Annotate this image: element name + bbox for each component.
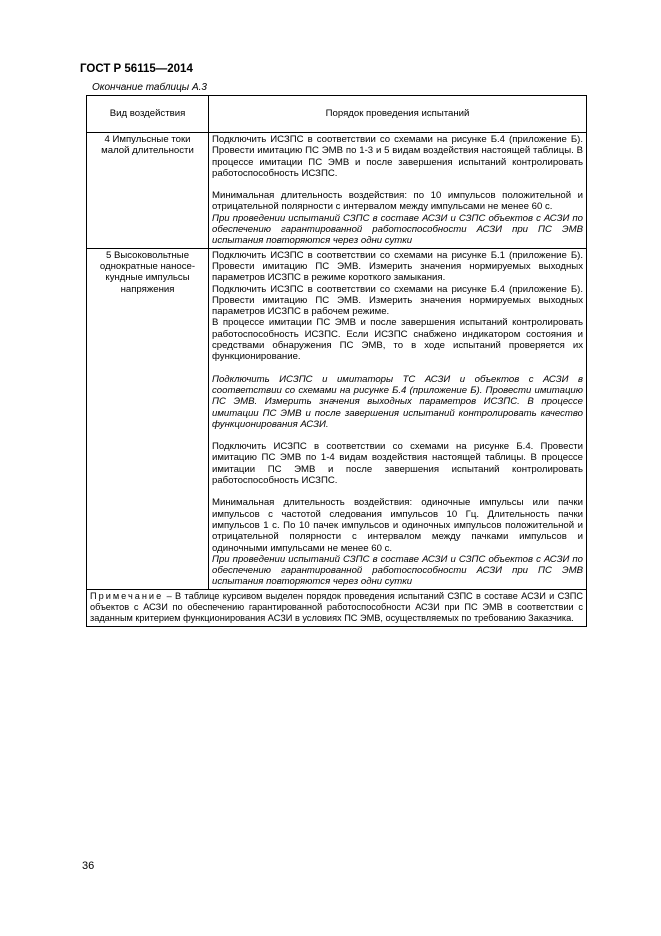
column-header-impact-type: Вид воздействия [87, 96, 209, 133]
impact-type-line: напряжения [120, 283, 175, 295]
procedure-paragraph: Подключить ИСЗПС в соответствии со схемами на рисунке Б.4. Провести имитацию ПС ЭМВ по 1-4 видам воздействия настоящей таблицы. В процессе имитации ПС ЭМВ и после завершения испытаний контролировать работоспособность ИСЗПС. [212, 441, 583, 487]
test-procedure-table [86, 95, 587, 627]
table-caption: Окончание таблицы А.3 [92, 82, 207, 93]
page-number: 36 [82, 860, 95, 872]
procedure-paragraph: Подключить ИСЗПС в соответствии со схемами на рисунке Б.1 (приложение Б). Провести имитацию ПС ЭМВ. Измерить значения нормируемых выходных параметров ИСЗПС в режиме короткого замыкания. [212, 249, 583, 284]
impact-type-cell [87, 133, 209, 249]
impact-type-line: малой длительности [101, 145, 194, 157]
impact-type-line: 5 Высоковольтные [105, 249, 190, 261]
impact-type-cell [87, 248, 209, 589]
procedure-paragraph-italic: При проведении испытаний СЗПС в составе АСЗИ и СЗПС объектов с АСЗИ по обеспечению гарантированной работоспособности АСЗИ при ПС ЭМВ испытания повторяются через одни сутки [212, 212, 583, 247]
procedure-cell [209, 248, 587, 589]
table-note [87, 589, 587, 626]
note-text: – В таблице курсивом выделен порядок проведения испытаний СЗПС в составе АСЗИ и СЗПС объектов с АСЗИ по обеспечению гарантированной работоспособности АСЗИ при ПС ЭМВ в соответствии с заданным критерием функционирования АСЗИ в условиях ПС ЭМВ, осуществляемых по требованию Заказчика. [90, 590, 583, 624]
procedure-paragraph: Подключить ИСЗПС в соответствии со схемами на рисунке Б.4 (приложение Б). Провести имитацию ПС ЭМВ. Измерить значения нормируемых выходных параметров ИСЗПС в рабочем режиме. [212, 283, 583, 318]
table-row [87, 248, 587, 589]
column-header-procedure: Порядок проведения испытаний [209, 96, 587, 133]
procedure-paragraph: Минимальная длительность воздействия: одиночные импульсы или пачки импульсов с частотой следования импульсов 10 Гц. Длительность пачки импульсов 1 с. По 10 пачек импульсов и одиночных импульсов положительной и отрицательной полярности с интервалом между пачками импульсов и одиночными импульсами не менее 60 с. [212, 497, 583, 554]
table-header-row [87, 96, 587, 133]
document-id: ГОСТ Р 56115—2014 [80, 63, 193, 75]
procedure-paragraph: Подключить ИСЗПС в соответствии со схемами на рисунке Б.4 (приложение Б). Провести имитацию ПС ЭМВ по 1-3 и 5 видам воздействия настоящей таблицы. В процессе имитации ПС ЭМВ и после завершения испытаний контролировать работоспособность ИСЗПС. [212, 134, 583, 179]
procedure-cell [209, 133, 587, 249]
impact-type-line: кундные импульсы [105, 272, 190, 284]
note-label: Примечание [90, 590, 164, 601]
procedure-paragraph: В процессе имитации ПС ЭМВ и после завершения испытаний контролировать работоспособность ИСЗПС. Если ИСЗПС снабжено индикатором состояния и средствами обнаружения ПС ЭМВ, то в ходе испытаний проверяется их функционирование. [212, 317, 583, 363]
table-row [87, 133, 587, 249]
impact-type-line: однократные наносе- [99, 260, 196, 272]
procedure-paragraph: Минимальная длительность воздействия: по 10 импульсов положительной и отрицательной полярности с интервалом между импульсами не менее 60 с. [212, 190, 583, 213]
table-note-row [87, 589, 587, 626]
impact-type-line: 4 Импульсные токи [104, 134, 191, 145]
procedure-paragraph-italic: Подключить ИСЗПС и имитаторы ТС АСЗИ и объектов с АСЗИ в соответствии со схемами на рисунке Б.4 (приложение Б). Провести имитацию ПС ЭМВ. Измерить значения выходных параметров ИСЗПС. В процессе имитации ПС ЭМВ и после завершения испытаний контролировать качество функционирования АСЗИ. [212, 373, 583, 430]
procedure-paragraph-italic: При проведении испытаний СЗПС в составе АСЗИ и СЗПС объектов с АСЗИ по обеспечению гарантированной работоспособности АСЗИ при ПС ЭМВ испытания повторяются через одни сутки [212, 553, 583, 588]
